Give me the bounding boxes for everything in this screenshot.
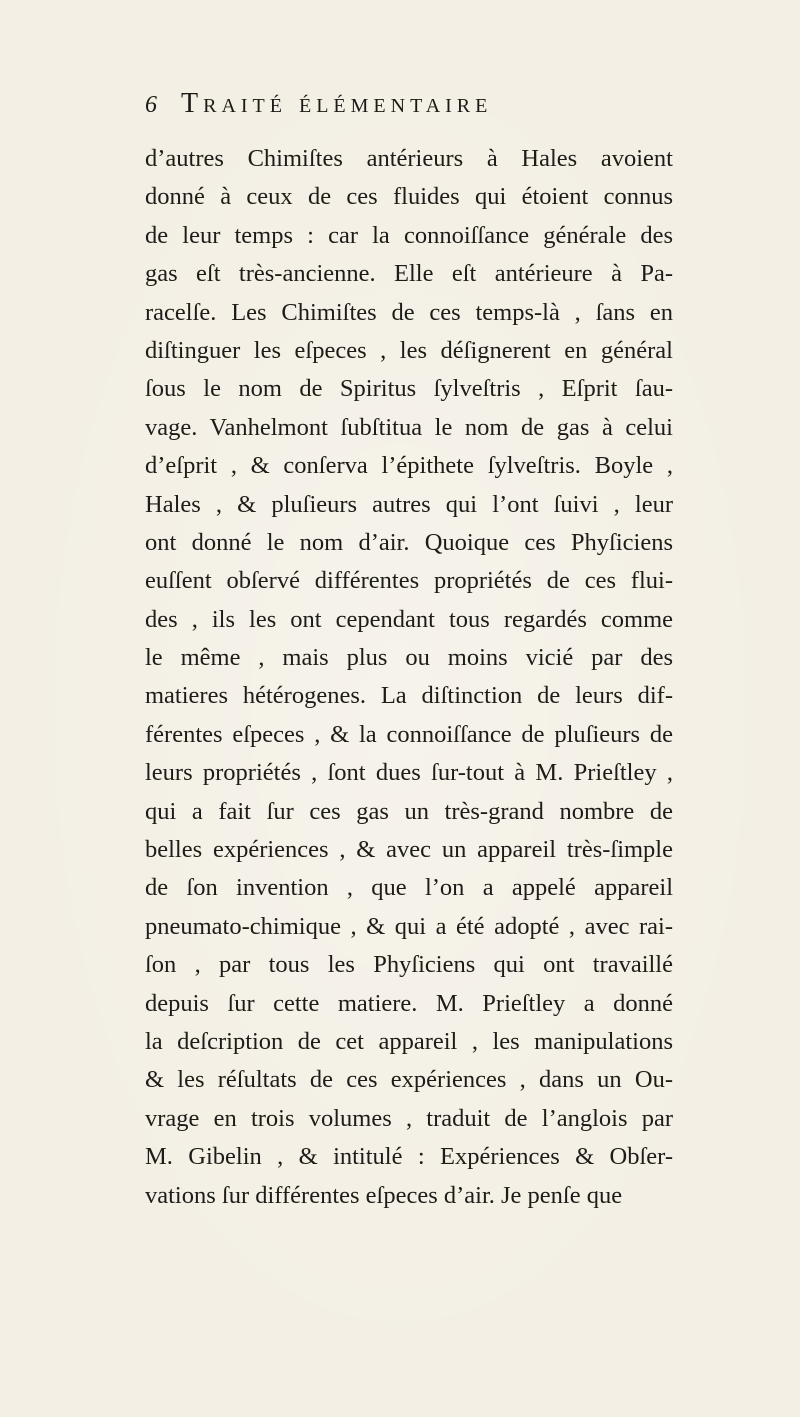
text-line: des , ils les ont cependant tous regardés comme bbox=[145, 605, 673, 633]
running-title: Traité élémentaire bbox=[181, 88, 493, 119]
text-line: M. Gibelin , & intitulé : Expériences & Obſer- bbox=[145, 1143, 673, 1171]
text-line: depuis ſur cette matiere. M. Prieſtley a donné bbox=[145, 989, 673, 1017]
text-line: matieres hétérogenes. La diſtinction de leurs dif- bbox=[145, 682, 673, 710]
text-line: Hales , & pluſieurs autres qui l’ont ſuivi , leur bbox=[145, 490, 673, 518]
text-line: vrage en trois volumes , traduit de l’anglois par bbox=[145, 1104, 673, 1132]
text-line: ſon , par tous les Phyſiciens qui ont travaillé bbox=[145, 951, 673, 979]
text-line: la deſcription de cet appareil , les manipulations bbox=[145, 1027, 673, 1055]
page-number: 6 bbox=[145, 92, 157, 118]
text-line: leurs propriétés , ſont dues ſur-tout à M. Prieſtley , bbox=[145, 759, 673, 787]
text-line: de leur temps : car la connoiſſance générale des bbox=[145, 221, 673, 249]
text-line: qui a fait ſur ces gas un très-grand nombre de bbox=[145, 797, 673, 825]
text-line: donné à ceux de ces fluides qui étoient connus bbox=[145, 183, 673, 211]
text-line: ont donné le nom d’air. Quoique ces Phyſiciens bbox=[145, 528, 673, 556]
text-line: ſous le nom de Spiritus ſylveſtris , Eſprit ſau- bbox=[145, 375, 673, 403]
text-line: d’eſprit , & conſerva l’épithete ſylveſtris. Boyle , bbox=[145, 452, 673, 480]
text-line: vations ſur différentes eſpeces d’air. Je penſe que bbox=[145, 1181, 623, 1209]
text-line: le même , mais plus ou moins vicié par des bbox=[145, 644, 673, 672]
body-text bbox=[145, 140, 673, 1215]
text-line: pneumato-chimique , & qui a été adopté , avec rai- bbox=[145, 912, 673, 940]
text-line: & les réſultats de ces expériences , dans un Ou- bbox=[145, 1066, 673, 1094]
text-line: vage. Vanhelmont ſubſtitua le nom de gas à celui bbox=[145, 413, 673, 441]
text-line: férentes eſpeces , & la connoiſſance de pluſieurs de bbox=[145, 720, 673, 748]
text-line: racelſe. Les Chimiſtes de ces temps-là , ſans en bbox=[145, 298, 673, 326]
text-line: de ſon invention , que l’on a appelé appareil bbox=[145, 874, 673, 902]
text-line: gas eſt très-ancienne. Elle eſt antérieure à Pa- bbox=[145, 260, 673, 288]
text-line: diſtinguer les eſpeces , les déſignerent en général bbox=[145, 336, 673, 364]
running-head bbox=[145, 88, 675, 128]
text-line: euſſent obſervé différentes propriétés de ces flui- bbox=[145, 567, 673, 595]
text-line: belles expériences , & avec un appareil très-ſimple bbox=[145, 836, 673, 864]
text-line: d’autres Chimiſtes antérieurs à Hales avoient bbox=[145, 145, 673, 172]
